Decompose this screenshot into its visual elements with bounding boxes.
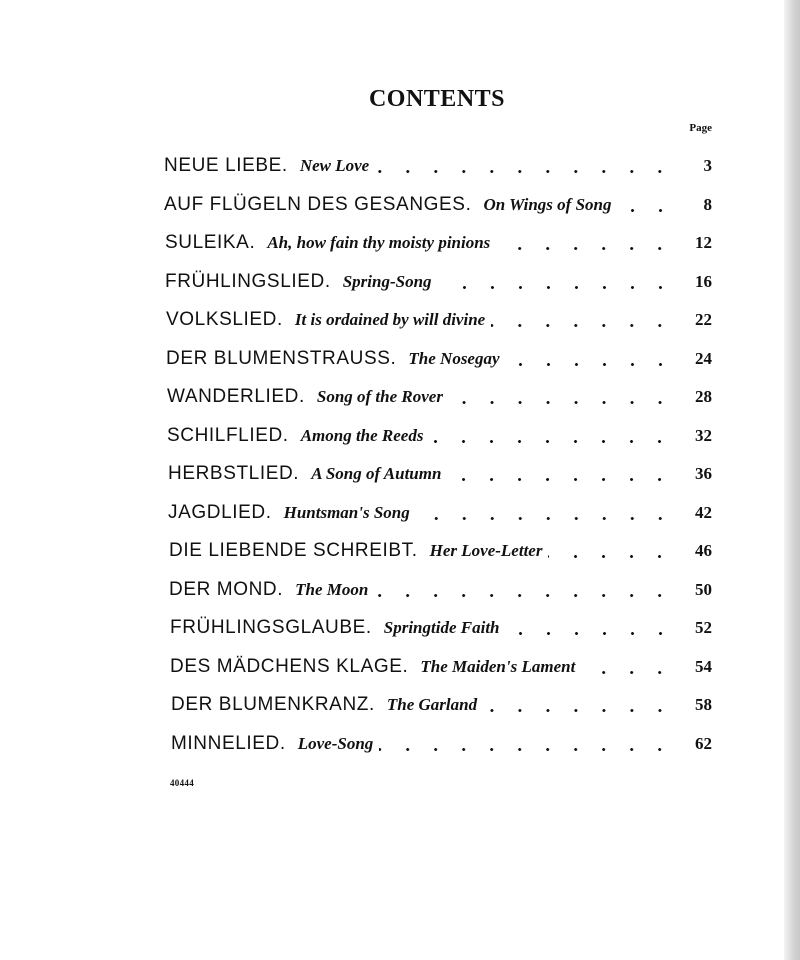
german-title: HERBSTLIED. <box>168 463 300 484</box>
english-title: Huntsman's Song <box>283 502 410 522</box>
german-title: SULEIKA. <box>165 232 256 253</box>
page-number: 42 <box>695 502 712 522</box>
english-title: Love-Song <box>297 733 374 753</box>
contents-entry[interactable] <box>164 187 712 223</box>
dot-leader <box>379 748 674 751</box>
page-number: 36 <box>695 464 712 483</box>
german-title: JAGDLIED. <box>168 501 272 523</box>
dot-leader <box>438 286 674 289</box>
english-title: Spring-Song <box>342 271 432 291</box>
english-title: The Garland <box>386 695 478 714</box>
contents-entry[interactable] <box>166 302 712 338</box>
german-title: MINNELIED. <box>171 732 286 754</box>
dot-leader <box>449 401 674 404</box>
german-title: DER MOND. <box>169 578 284 600</box>
english-title: Song of the Rover <box>316 387 443 406</box>
german-title: AUF FLÜGELN DES GESANGES. <box>164 193 472 215</box>
english-title: The Maiden's Lament <box>420 656 576 676</box>
contents-entry[interactable] <box>169 533 712 569</box>
contents-entry[interactable] <box>167 418 712 454</box>
page-number: 46 <box>695 541 712 560</box>
page-number: 16 <box>695 271 712 291</box>
german-title: WANDERLIED. <box>167 386 305 407</box>
contents-entry[interactable] <box>165 264 712 300</box>
plate-number: 40444 <box>170 778 194 788</box>
english-title: It is ordained by will divine <box>294 310 486 329</box>
contents-entry[interactable] <box>171 687 712 723</box>
english-title: A Song of Autumn <box>311 464 442 483</box>
contents-entry[interactable] <box>168 495 712 531</box>
german-title: FRÜHLINGSLIED. <box>165 270 331 292</box>
english-title: New Love <box>299 156 370 175</box>
dot-leader <box>506 363 674 366</box>
contents-entry[interactable] <box>171 726 712 762</box>
dot-leader <box>581 671 674 674</box>
german-title: DER BLUMENKRANZ. <box>171 694 375 715</box>
english-title: Among the Reeds <box>300 425 424 445</box>
contents-entry[interactable] <box>166 341 712 377</box>
contents-entry[interactable] <box>170 610 712 646</box>
dot-leader <box>447 478 674 481</box>
contents-entry[interactable] <box>167 379 712 415</box>
dot-leader <box>496 247 674 250</box>
dot-leader <box>618 209 675 212</box>
page-number: 54 <box>695 656 712 676</box>
page-number: 24 <box>695 348 712 368</box>
contents-entry[interactable] <box>169 572 712 608</box>
german-title: DER BLUMENSTRAUSS. <box>166 347 397 369</box>
english-title: Ah, how fain thy moisty pinions <box>267 233 491 252</box>
contents-title: CONTENTS <box>368 86 506 112</box>
contents-entry[interactable] <box>168 456 712 492</box>
english-title: Springtide Faith <box>383 618 500 637</box>
page-edge-shadow <box>784 0 800 960</box>
dot-leader <box>491 324 674 327</box>
english-title: The Moon <box>295 579 369 599</box>
dot-leader <box>374 594 674 597</box>
page-number: 58 <box>695 695 712 714</box>
german-title: NEUE LIEBE. <box>164 155 288 176</box>
dot-leader <box>483 709 674 712</box>
english-title: On Wings of Song <box>483 194 612 214</box>
page-number: 62 <box>695 733 712 753</box>
page-number: 32 <box>695 425 712 445</box>
page-number: 8 <box>703 194 712 214</box>
page-number: 22 <box>695 310 712 329</box>
dot-leader <box>506 632 675 635</box>
german-title: SCHILFLIED. <box>167 424 289 446</box>
german-title: VOLKSLIED. <box>166 309 283 330</box>
english-title: The Nosegay <box>408 348 500 368</box>
page-number: 52 <box>695 618 712 637</box>
dot-leader <box>375 170 674 173</box>
german-title: DIE LIEBENDE SCHREIBT. <box>169 540 418 561</box>
page-number: 3 <box>703 156 712 175</box>
page-number: 50 <box>695 579 712 599</box>
page-column-header: Page <box>689 122 712 134</box>
german-title: DES MÄDCHENS KLAGE. <box>170 655 409 677</box>
contents-entry[interactable] <box>165 225 712 261</box>
dot-leader <box>416 517 674 520</box>
contents-entry[interactable] <box>170 649 712 685</box>
english-title: Her Love-Letter <box>429 541 543 560</box>
contents-entry[interactable] <box>164 148 712 184</box>
page-number: 12 <box>695 233 712 252</box>
dot-leader <box>429 440 674 443</box>
page-number: 28 <box>695 387 712 406</box>
dot-leader <box>548 555 674 558</box>
german-title: FRÜHLINGSGLAUBE. <box>170 617 372 638</box>
